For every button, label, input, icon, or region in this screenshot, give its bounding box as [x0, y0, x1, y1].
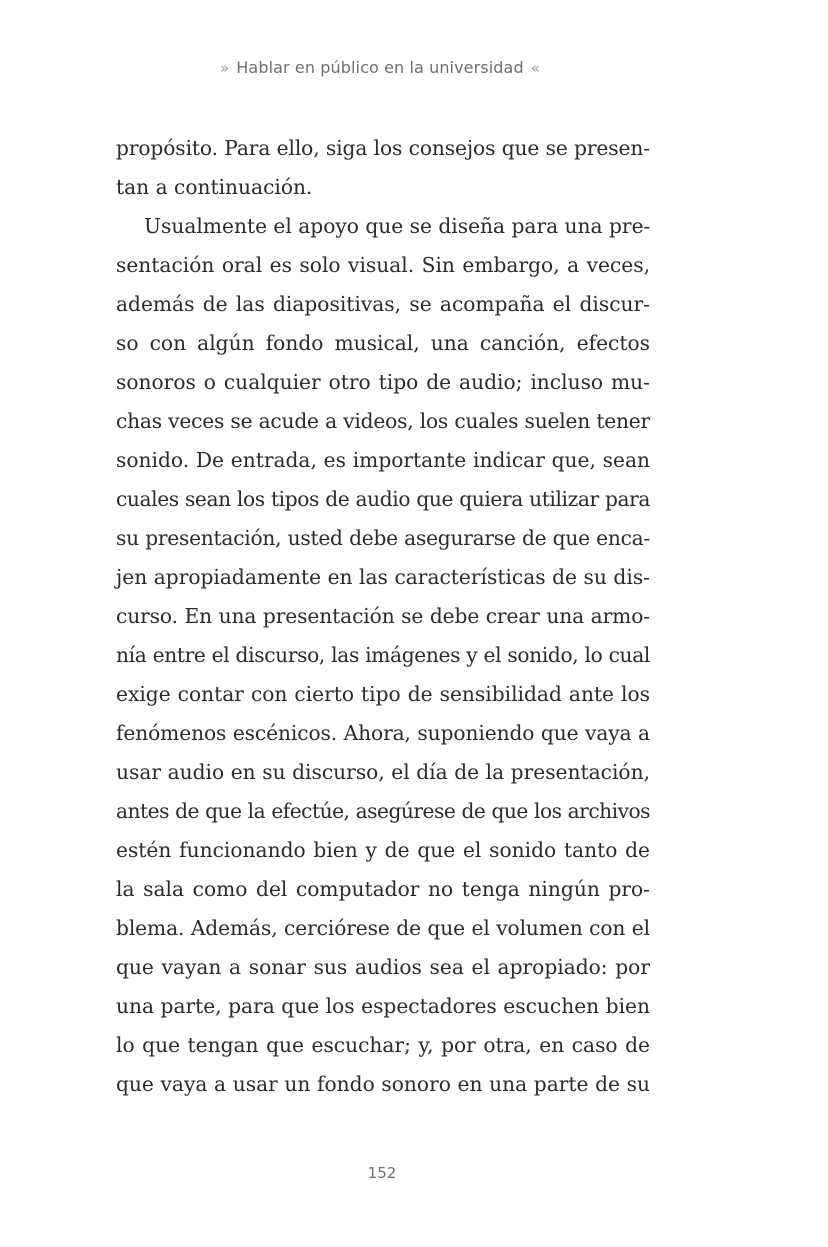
text-line: sentación oral es solo visual. Sin embargo, a veces, [116, 253, 650, 277]
text-line: propósito. Para ello, siga los consejos que se presen- [116, 136, 650, 160]
text-line: que vaya a usar un fondo sonoro en una parte de su [116, 1072, 650, 1096]
text-line: tan a continuación. [116, 175, 313, 199]
header-left-mark: » [220, 59, 230, 77]
body-text [116, 129, 650, 1104]
header-right-mark: « [530, 59, 540, 77]
text-line: curso. En una presentación se debe crear una armo- [116, 604, 650, 628]
header-title: Hablar en público en la universidad [236, 58, 524, 77]
text-line: sonido. De entrada, es importante indicar que, sean [116, 448, 650, 472]
text-line: cuales sean los tipos de audio que quiera utilizar para [116, 487, 650, 511]
text-line: antes de que la efectúe, asegúrese de que los archivos [116, 799, 650, 823]
running-header [0, 58, 760, 77]
text-line: la sala como del computador no tenga ningún pro- [116, 877, 650, 901]
text-line: fenómenos escénicos. Ahora, suponiendo que vaya a [116, 721, 650, 745]
text-line: su presentación, usted debe asegurarse de que enca- [116, 526, 650, 550]
paragraph-continuation [116, 129, 650, 207]
text-line: lo que tengan que escuchar; y, por otra, en caso de [116, 1033, 650, 1057]
text-line: Usualmente el apoyo que se diseña para una pre- [144, 214, 651, 238]
text-line: blema. Además, cerciórese de que el volumen con el [116, 916, 650, 940]
text-line: estén funcionando bien y de que el sonido tanto de [116, 838, 650, 862]
page-number: 152 [367, 1164, 397, 1182]
text-line: además de las diapositivas, se acompaña el discur- [116, 292, 650, 316]
text-line: so con algún fondo musical, una canción, efectos [116, 331, 650, 355]
paragraph-audio-support [116, 207, 650, 1104]
text-line: sonoros o cualquier otro tipo de audio; incluso mu- [116, 370, 650, 394]
text-line: chas veces se acude a videos, los cuales suelen tener [116, 409, 650, 433]
text-line: que vayan a sonar sus audios sea el apropiado: por [116, 955, 650, 979]
text-line: jen apropiadamente en las características de su dis- [116, 565, 650, 589]
text-line: nía entre el discurso, las imágenes y el sonido, lo cual [116, 643, 650, 667]
text-line: una parte, para que los espectadores escuchen bien [116, 994, 650, 1018]
text-line: exige contar con cierto tipo de sensibilidad ante los [116, 682, 650, 706]
text-line: usar audio en su discurso, el día de la presentación, [116, 760, 650, 784]
